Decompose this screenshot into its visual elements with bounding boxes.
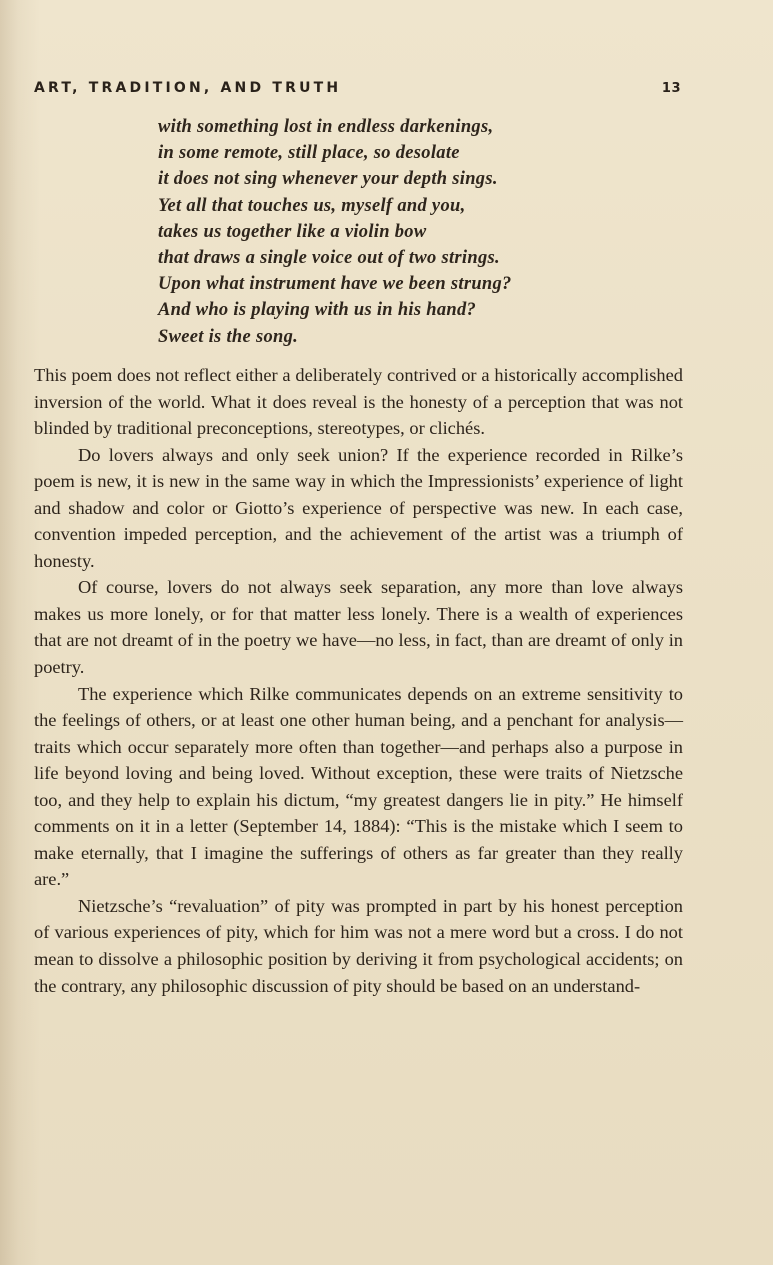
running-head-title: ART, TRADITION, AND TRUTH [34, 80, 342, 96]
paragraph: Of course, lovers do not always seek separation, any more than love always makes us more lonely, or for that matter less lonely. There is a wealth of experiences that are not dreamt of in the poetry we have—no less, in fact, than are dreamt of only in poetry. [34, 577, 683, 678]
running-head [34, 78, 681, 98]
poem-line: Yet all that touches us, myself and you, [158, 195, 466, 216]
paragraph: Do lovers always and only seek union? If the experience recorded in Rilke’s poem is new, it is new in the same way in which the Impressionists’ experience of light and shadow and color or Giotto’s experience of perspective was new. In each case, convention impeded perception, and the achievement of the artist was a triumph of honesty. [34, 444, 683, 571]
poem-line: Upon what instrument have we been strung? [158, 274, 512, 295]
page-number: 13 [661, 80, 681, 96]
body-text [34, 362, 683, 999]
poem-line: Sweet is the song. [158, 326, 299, 347]
poem-line: And who is playing with us in his hand? [158, 300, 477, 321]
paragraph: The experience which Rilke communicates depends on an extreme sensitivity to the feelings of others, or at least one other human being, and a penchant for analysis—traits which occur separately more often than together—and perhaps also a purpose in life beyond loving and being loved. Without exception, these were traits of Nietzsche too, and they help to explain his dictum, “my greatest dangers lie in pity.” He himself comments on it in a letter (September 14, 1884): “This is the mistake which I seem to make eternally, that I imagine the sufferings of others as far greater than they really are.” [34, 683, 683, 890]
poem-line: it does not sing whenever your depth sings. [158, 169, 498, 190]
poem-line: with something lost in endless darkenings, [158, 117, 494, 137]
poem-excerpt [158, 114, 678, 350]
paragraph: This poem does not reflect either a deliberately contrived or a historically accomplished inversion of the world. What it does reveal is the honesty of a perception that was not blinded by traditional preconceptions, stereotypes, or clichés. [34, 365, 683, 439]
poem-line: that draws a single voice out of two strings. [158, 247, 500, 268]
poem-line: takes us together like a violin bow [158, 221, 427, 242]
poem-line: in some remote, still place, so desolate [158, 143, 460, 164]
paragraph: Nietzsche’s “revaluation” of pity was prompted in part by his honest perception of various experiences of pity, which for him was not a mere word but a cross. I do not mean to dissolve a philosophic position by deriving it from psychological accidents; on the contrary, any philosophic discussion of pity should be based on an understand- [34, 895, 683, 996]
